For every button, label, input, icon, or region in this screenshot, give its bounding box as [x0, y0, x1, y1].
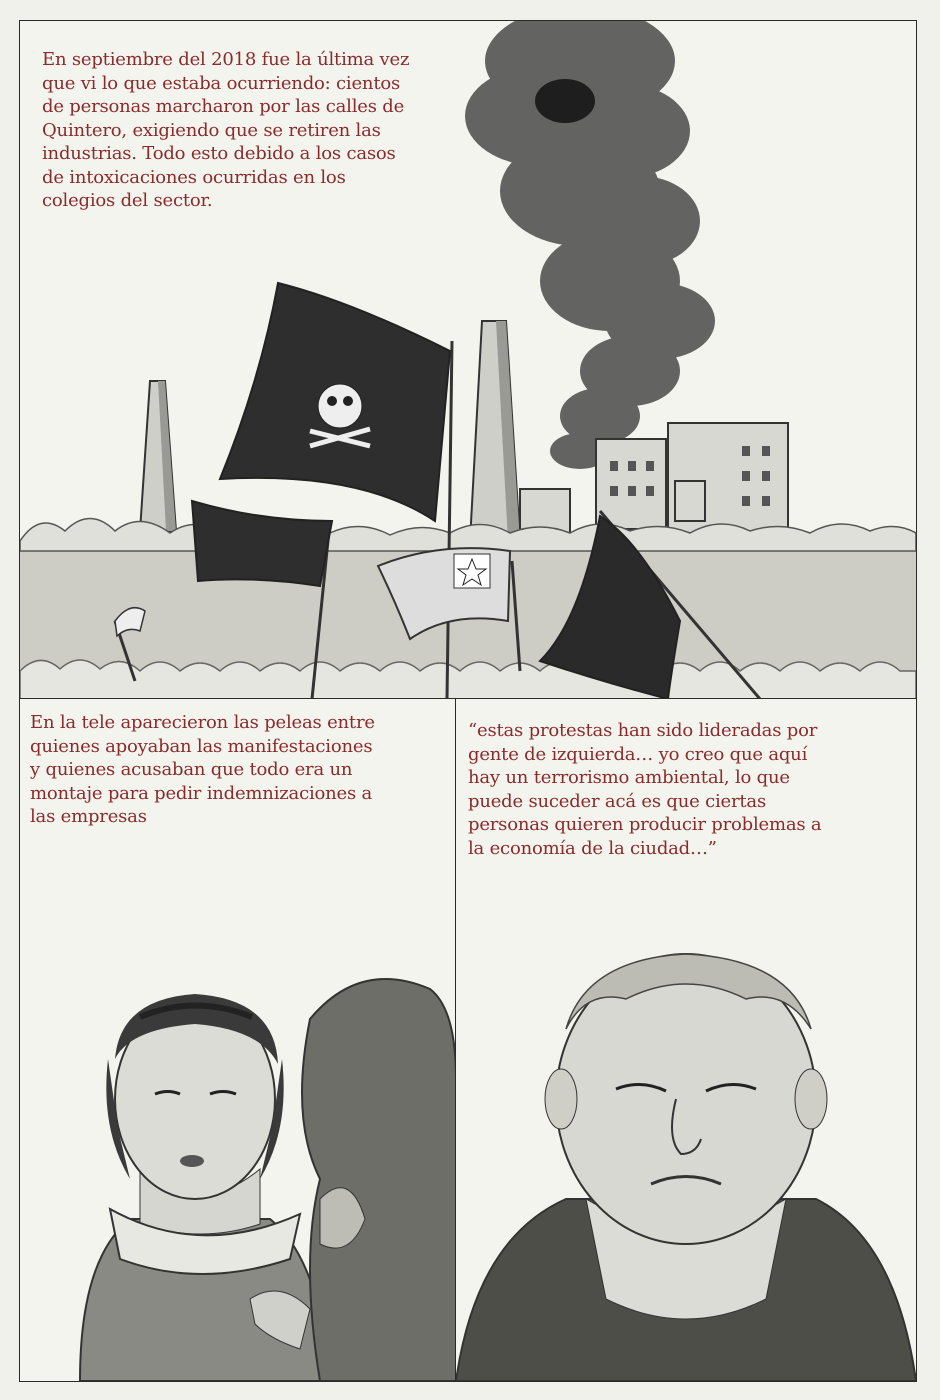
panel-man-quote [455, 698, 917, 1382]
panel-protest-scene [19, 20, 917, 700]
caption-box: En septiembre del 2018 fue la última vez que vi lo que estaba ocurriendo: cientos de personas marcharon por las calles de Quintero, exigiendo que se retiren las industrias. Todo esto debido a los casos de intoxicaciones ocurridas en los colegios del sector. [42, 49, 410, 211]
man-back-of-head [250, 979, 456, 1381]
man-figure [456, 954, 916, 1381]
black-flag-left [192, 501, 332, 586]
skull-flag [220, 283, 450, 521]
caption-box: En la tele aparecieron las peleas entre quienes apoyaban las manifestaciones y quienes acusaban que todo era un montaje para pedir indemnizaciones a las empresas [30, 712, 375, 827]
panel-tv-debate [19, 698, 457, 1382]
caption-box: “estas protestas han sido lideradas por gente de izquierda… yo creo que aquí hay un terrorismo ambiental, lo que puede suceder acá es que ciertas personas quieren producir problemas a la economía de la ciudad…” [468, 720, 822, 859]
